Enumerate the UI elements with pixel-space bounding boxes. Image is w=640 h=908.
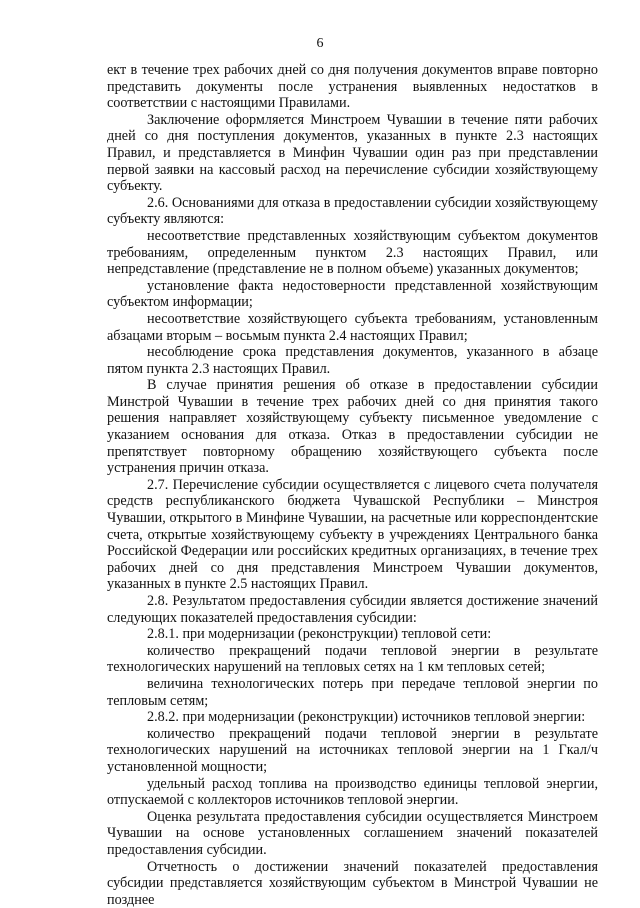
paragraph-refusal-ground-2: установление факта недостоверности представленной хозяйствующим субъектом информации; <box>107 278 598 311</box>
paragraph-assessment: Оценка результата предоставления субсидии осуществляется Минстроем Чувашии на основе установленных соглашением значений показателей предоставления субсидии. <box>107 809 598 859</box>
paragraph-continuation: ект в течение трех рабочих дней со дня получения документов вправе повторно представить документы после устранения выявленных недостатков в соответствии с настоящими Правилами. <box>107 62 598 112</box>
paragraph-indicator-1: количество прекращений подачи тепловой энергии в результате технологических нарушений на тепловых сетях на 1 км тепловых сетей; <box>107 643 598 676</box>
paragraph-indicator-4: удельный расход топлива на производство единицы тепловой энергии, отпускаемой с коллекторов источников тепловой энергии. <box>107 776 598 809</box>
paragraph-2-8: 2.8. Результатом предоставления субсидии является достижение значений следующих показателей предоставления субсидии: <box>107 593 598 626</box>
paragraph-refusal-ground-4: несоблюдение срока представления документов, указанного в абзаце пятом пункта 2.3 настоящих Правил. <box>107 344 598 377</box>
paragraph-2-8-2: 2.8.2. при модернизации (реконструкции) источников тепловой энергии: <box>107 709 598 726</box>
paragraph-refusal-notice: В случае принятия решения об отказе в предоставлении субсидии Минстрой Чувашии в течение трех рабочих дней со дня принятия такого решения направляет хозяйствующему субъекту письменное уведомление с указанием основания для отказа. Отказ в предоставлении субсидии не препятствует повторному обращению хозяйствующего субъекта после устранения причин отказа. <box>107 377 598 477</box>
paragraph-2-8-1: 2.8.1. при модернизации (реконструкции) тепловой сети: <box>107 626 598 643</box>
paragraph-reporting: Отчетность о достижении значений показателей предоставления субсидии представляется хозяйствующим субъектом в Минстрой Чувашии не позднее <box>107 859 598 908</box>
body-text <box>107 62 598 908</box>
paragraph-2-7: 2.7. Перечисление субсидии осуществляется с лицевого счета получателя средств республиканского бюджета Чувашской Республики – Минстроя Чувашии, открытого в Минфине Чувашии, на расчетные или корреспондентские счета, открытые хозяйствующему субъекту в учреждениях Центрального банка Российской Федерации или российских кредитных организациях, в течение трех рабочих дней со дня представления Минстроем Чувашии документов, указанных в пункте 2.5 настоящих Правил. <box>107 477 598 593</box>
paragraph-refusal-ground-3: несоответствие хозяйствующего субъекта требованиям, установленным абзацами вторым – восьмым пункта 2.4 настоящих Правил; <box>107 311 598 344</box>
paragraph-conclusion: Заключение оформляется Минстроем Чувашии в течение пяти рабочих дней со дня поступления документов, указанных в пункте 2.3 настоящих Правил, и представляется в Минфин Чувашии один раз при представлении первой заявки на кассовый расход на перечисление субсидии хозяйствующему субъекту. <box>107 112 598 195</box>
paragraph-refusal-ground-1: несоответствие представленных хозяйствующим субъектом документов требованиям, определенным пунктом 2.3 настоящих Правил, или непредставление (представление не в полном объеме) указанных документов; <box>107 228 598 278</box>
paragraph-indicator-3: количество прекращений подачи тепловой энергии в результате технологических нарушений на источниках тепловой энергии на 1 Гкал/ч установленной мощности; <box>107 726 598 776</box>
paragraph-2-6: 2.6. Основаниями для отказа в предоставлении субсидии хозяйствующему субъекту являются: <box>107 195 598 228</box>
paragraph-indicator-2: величина технологических потерь при передаче тепловой энергии по тепловым сетям; <box>107 676 598 709</box>
page-number: 6 <box>0 36 640 52</box>
